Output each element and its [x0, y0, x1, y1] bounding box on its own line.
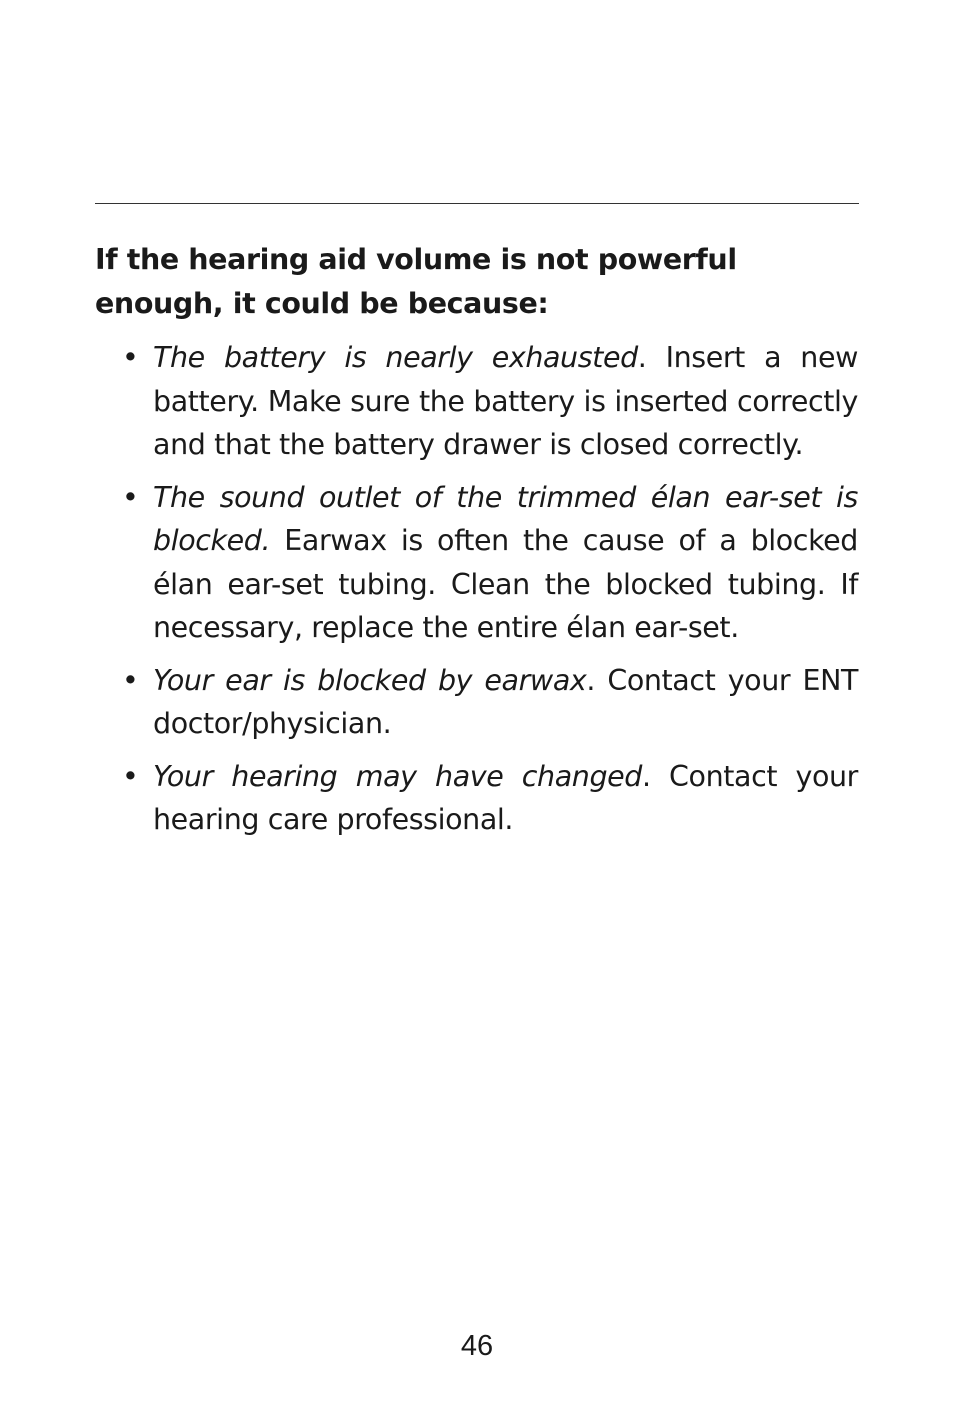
list-item — [122, 336, 858, 467]
cause-text: The battery is nearly exhausted — [153, 341, 638, 374]
bullet-icon: • — [122, 480, 139, 514]
list-item — [122, 476, 858, 650]
page-number: 46 — [460, 1330, 494, 1362]
section-divider — [95, 203, 859, 204]
bullet-icon: • — [122, 759, 139, 793]
cause-text: Your ear is blocked by earwax — [153, 663, 587, 697]
remedy-text: . Insert a new battery. Make sure the battery is inserted correctly and that the battery drawer is closed correctly. — [153, 341, 858, 461]
list-item — [122, 755, 859, 842]
remedy-text: . Contact your ENT doctor/physician. — [153, 663, 858, 740]
cause-text: The sound outlet of the trimmed élan ear-set is blocked. — [153, 480, 858, 557]
section-heading: If the hearing aid volume is not powerful enough, it could be because: — [95, 243, 737, 320]
cause-text: Your hearing may have changed — [153, 759, 642, 793]
cause-list — [122, 336, 859, 851]
bullet-icon: • — [122, 663, 139, 697]
remedy-text: . Contact your hearing care professional. — [153, 759, 859, 836]
bullet-icon: • — [122, 341, 139, 374]
remedy-text: Earwax is often the cause of a blocked élan ear-set tubing. Clean the blocked tubing. If necessary, replace the entire élan ear-set. — [153, 524, 858, 644]
list-item — [122, 659, 858, 746]
